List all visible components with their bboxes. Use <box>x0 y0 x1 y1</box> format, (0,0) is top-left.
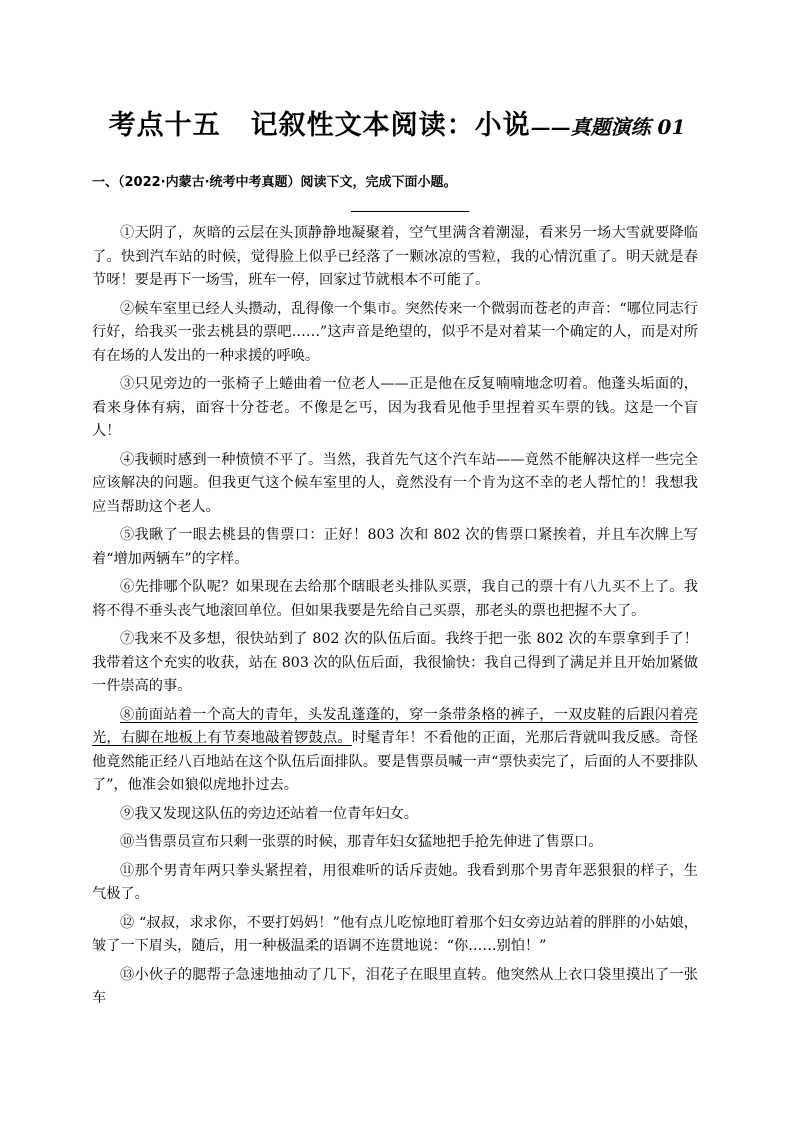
page-title <box>0 108 794 145</box>
paragraph-4: ④我顿时感到一种愤愤不平了。当然，我首先气这个汽车站——竟然不能解决这样一些完全应该解决的问题。但我更气这个候车室里的人，竟然没有一个肯为这不幸的老人帮忙的！我想我应当帮助这个老人。 <box>92 451 698 515</box>
paragraph-11: ⑪那个男青年两只拳头紧捏着，用很难听的话斥责她。我看到那个男青年恶狠狠的样子，生气极了。 <box>92 862 698 902</box>
title-main: 考点十五 <box>108 110 221 141</box>
underlined-sentence: ⑧前面站着一个高大的青年，头发乱蓬蓬的，穿一条带条格的裤子，一双皮鞋的后跟闪着亮光，右脚在地板上有节奏地敲着锣鼓点。 <box>92 706 698 746</box>
paragraph-8 <box>92 704 698 798</box>
paragraph-8-rest: 时髦青年！不看他的正面，光那后背就叫我反感。奇怪他竟然能正经八百地站在这个队伍后面排队。要是售票员喊一声“票快卖完了，后面的人不要排队了”，他准会如狼似虎地扑过去。 <box>92 730 698 793</box>
title-sub: ——真题演练 01 <box>530 115 686 139</box>
paragraph-1: ①天阴了，灰暗的云层在头顶静静地凝聚着，空气里满含着潮湿，看来另一场大雪就要降临了。快到汽车站的时候，觉得脸上似乎已经落了一颗冰凉的雪粒，我的心情沉重了。明天就是春节呀！要是再下一场雪，班车一停，回家过节就根本不可能了。 <box>92 225 698 288</box>
paragraph-13: ⑬小伙子的腮帮子急速地抽动了几下，泪花子在眼里直转。他突然从上衣口袋里摸出了一张车 <box>92 966 698 1006</box>
paragraph-12: ⑫ “叔叔，求求你，不要打妈妈！”他有点儿吃惊地盯着那个妇女旁边站着的胖胖的小姑娘，皱了一下眉头，随后，用一种极温柔的语调不连贯地说：“你……别怕！” <box>92 914 698 954</box>
paragraph-7: ⑦我来不及多想，很快站到了 802 次的队伍后面。我终于把一张 802 次的车票拿到手了！我带着这个充实的收获，站在 803 次的队伍后面，我很愉快：我自己得到了满足并且开始加紧做一件崇高的事。 <box>92 631 698 694</box>
paragraph-6: ⑥先排哪个队呢？如果现在去给那个瞎眼老头排队买票，我自己的票十有八九买不上了。我将不得不垂头丧气地滚回单位。但如果我要是先给自己买票，那老头的票也把握不大了。 <box>92 579 698 619</box>
paragraph-3: ③只见旁边的一张椅子上蜷曲着一位老人——正是他在反复喃喃地念叨着。他蓬头垢面的，看来身体有病，面容十分苍老。不像是乞丐，因为我看见他手里捏着买车票的钱。这是一个盲人！ <box>92 376 698 439</box>
paragraph-10: ⑩当售票员宣布只剩一张票的时候，那青年妇女猛地把手抢先伸进了售票口。 <box>120 834 603 850</box>
title-divider <box>351 211 469 212</box>
question-heading: 一、（2022·内蒙古·统考中考真题）阅读下文，完成下面小题。 <box>92 175 457 190</box>
paragraph-2: ②候车室里已经人头攒动，乱得像一个集市。突然传来一个微弱而苍老的声音：“哪位同志行行好，给我买一张去桃县的票吧……”这声音是绝望的，似乎不是对着某一个确定的人，而是对所有在场的人发出的一种求援的呼唤。 <box>92 300 698 364</box>
paragraph-9: ⑨我又发现这队伍的旁边还站着一位青年妇女。 <box>120 805 418 822</box>
passage-body <box>92 222 698 1016</box>
paragraph-5: ⑤我瞅了一眼去桃县的售票口：正好！803 次和 802 次的售票口紧挨着，并且车次牌上写着“增加两辆车”的字样。 <box>92 527 698 567</box>
title-topic: 记叙性文本阅读：小说 <box>250 110 531 141</box>
